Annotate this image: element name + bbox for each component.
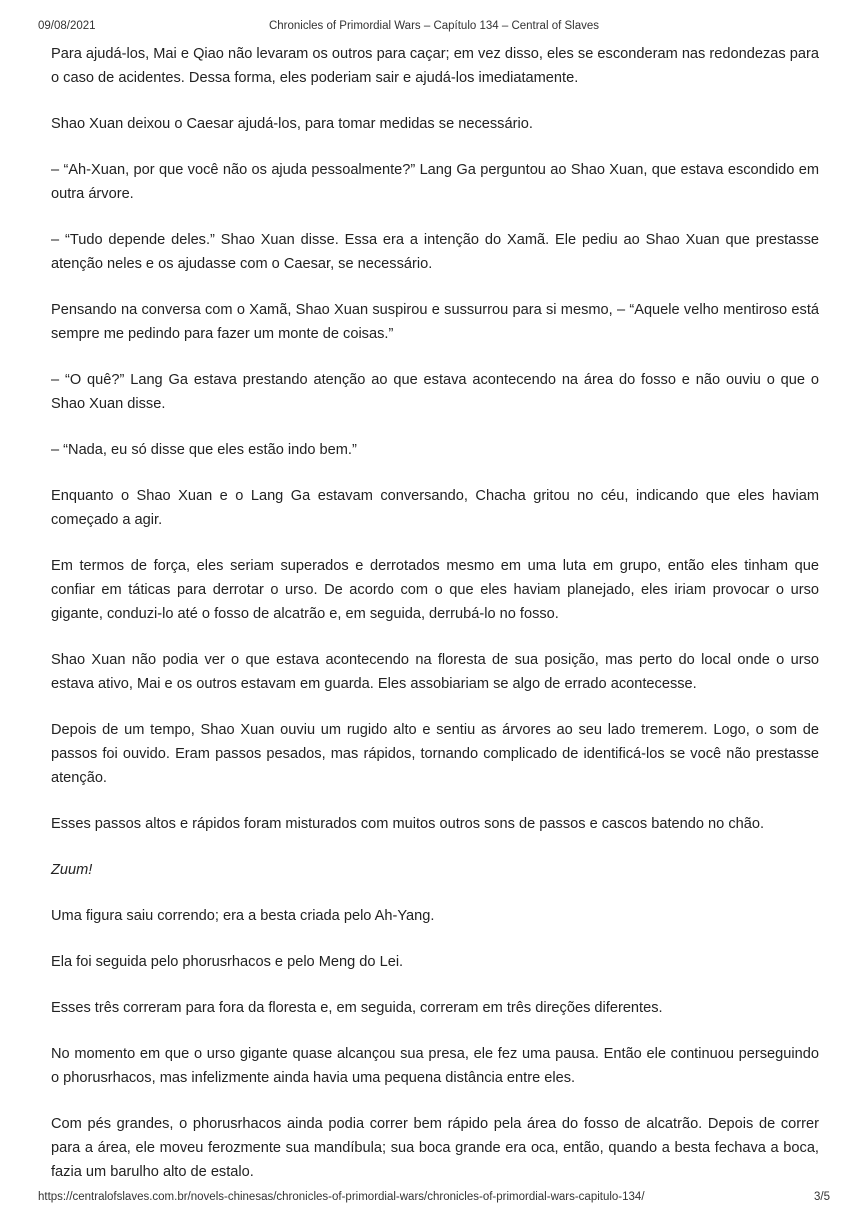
source-url: https://centralofslaves.com.br/novels-chinesas/chronicles-of-primordial-wars/chronicles-of-primordial-wars-capitulo-134/ xyxy=(38,1191,645,1203)
paragraph: Com pés grandes, o phorusrhacos ainda podia correr bem rápido pela área do fosso de alcatrão. Depois de correr para a área, ele moveu ferozmente sua mandíbula; sua boca grande era oca, então, quando a besta fechava a boca, fazia um barulho alto de estalo. xyxy=(51,1116,819,1180)
page-header xyxy=(38,20,830,36)
paragraph: Pensando na conversa com o Xamã, Shao Xuan suspirou e sussurrou para si mesmo, – “Aquele velho mentiroso está sempre me pedindo para fazer um monte de coisas.” xyxy=(51,302,819,342)
paragraph: Para ajudá-los, Mai e Qiao não levaram os outros para caçar; em vez disso, eles se esconderam nas redondezas para o caso de acidentes. Dessa forma, eles poderiam sair e ajudá-los imediatamente. xyxy=(51,46,819,86)
paragraph: – “O quê?” Lang Ga estava prestando atenção ao que estava acontecendo na área do fosso e não ouviu o que o Shao Xuan disse. xyxy=(51,372,819,412)
page-number: 3/5 xyxy=(814,1191,830,1203)
chapter-content xyxy=(51,42,819,1206)
paragraph: – “Ah-Xuan, por que você não os ajuda pessoalmente?” Lang Ga perguntou ao Shao Xuan, que estava escondido em outra árvore. xyxy=(51,162,819,202)
paragraph: No momento em que o urso gigante quase alcançou sua presa, ele fez uma pausa. Então ele continuou perseguindo o phorusrhacos, mas infelizmente ainda havia uma pequena distância entre eles. xyxy=(51,1046,819,1086)
paragraph: – “Tudo depende deles.” Shao Xuan disse. Essa era a intenção do Xamã. Ele pediu ao Shao Xuan que prestasse atenção neles e os ajudasse com o Caesar, se necessário. xyxy=(51,232,819,272)
paragraph: Esses três correram para fora da floresta e, em seguida, correram em três direções diferentes. xyxy=(51,1000,663,1016)
paragraph: Shao Xuan não podia ver o que estava acontecendo na floresta de sua posição, mas perto do local onde o urso estava ativo, Mai e os outros estavam em guarda. Eles assobiariam se algo de errado acontecesse. xyxy=(51,652,819,692)
page-footer xyxy=(38,1191,830,1207)
paragraph: Ela foi seguida pelo phorusrhacos e pelo Meng do Lei. xyxy=(51,954,404,970)
sound-effect-paragraph: Zuum! xyxy=(51,862,93,878)
paragraph: Esses passos altos e rápidos foram misturados com muitos outros sons de passos e cascos batendo no chão. xyxy=(51,816,765,832)
paragraph: Uma figura saiu correndo; era a besta criada pelo Ah-Yang. xyxy=(51,908,435,924)
paragraph: Em termos de força, eles seriam superados e derrotados mesmo em uma luta em grupo, então eles tinham que confiar em táticas para derrotar o urso. De acordo com o que eles haviam planejado, eles iriam provocar o urso gigante, conduzi-lo até o fosso de alcatrão e, em seguida, derrubá-lo no fosso. xyxy=(51,558,819,622)
page-title: Chronicles of Primordial Wars – Capítulo 134 – Central of Slaves xyxy=(268,20,600,32)
paragraph: – “Nada, eu só disse que eles estão indo bem.” xyxy=(51,442,357,458)
print-date: 09/08/2021 xyxy=(38,20,96,32)
paragraph: Depois de um tempo, Shao Xuan ouviu um rugido alto e sentiu as árvores ao seu lado tremerem. Logo, o som de passos foi ouvido. Eram passos pesados, mas rápidos, tornando complicado de identificá-los se você não prestasse atenção. xyxy=(51,722,819,786)
paragraph: Shao Xuan deixou o Caesar ajudá-los, para tomar medidas se necessário. xyxy=(51,116,533,132)
paragraph: Enquanto o Shao Xuan e o Lang Ga estavam conversando, Chacha gritou no céu, indicando que eles haviam começado a agir. xyxy=(51,488,819,528)
